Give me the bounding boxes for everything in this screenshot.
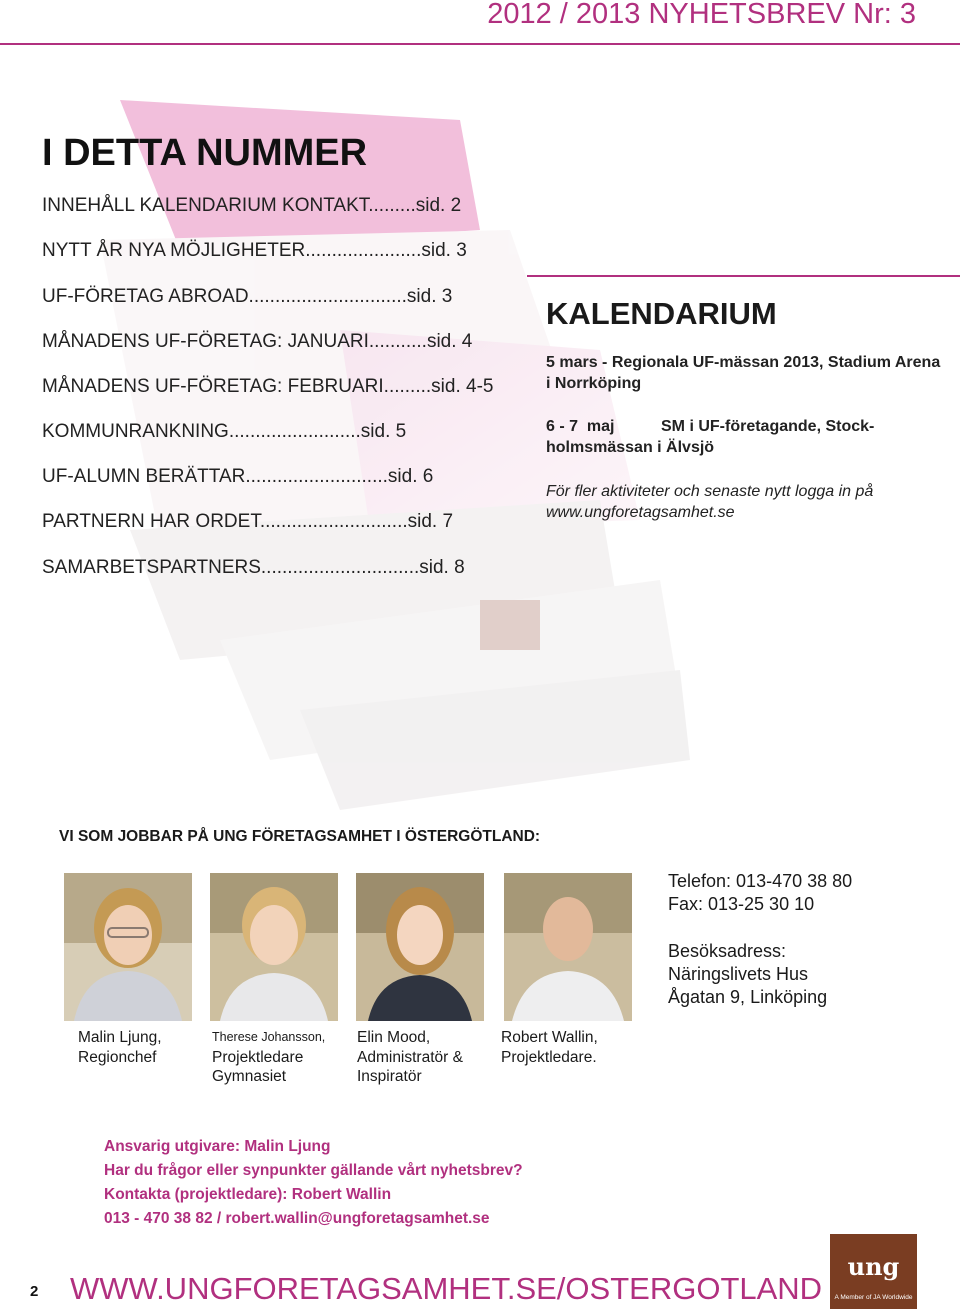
toc-item: KOMMUNRANKNING.........................sid. 5	[42, 421, 407, 442]
kalendarium-divider	[527, 275, 960, 277]
event-title: SM i UF-företagande, Stock-	[661, 418, 875, 435]
event-date: 6 - 7 maj	[546, 418, 615, 435]
ung-foretagsamhet-logo	[830, 1234, 917, 1309]
kalendarium-more: För fler aktiviteter och senaste nytt logga in på www.ungforetagsamhet.se	[546, 483, 874, 521]
staff-role: Projektledare.	[501, 1048, 597, 1066]
toc-item: NYTT ÅR NYA MÖJLIGHETER......................sid. 3	[42, 240, 467, 261]
staff-name: Malin Ljung,	[78, 1029, 162, 1046]
kalendarium-event: 5 mars - Regionala UF-mässan 2013, Stadium Arena i Norrköping	[546, 354, 941, 392]
toc-item: UF-FÖRETAG ABROAD..............................sid. 3	[42, 286, 453, 307]
page-number: 2	[30, 1283, 39, 1300]
publisher-line: Har du frågor eller synpunkter gällande vårt nyhetsbrev?	[104, 1162, 523, 1179]
toc-item: INNEHÅLL KALENDARIUM KONTAKT.........sid. 2	[42, 195, 462, 216]
newsletter-title: 2012 / 2013 NYHETSBREV Nr: 3	[487, 0, 916, 30]
publisher-line: Kontakta (projektledare): Robert Wallin	[104, 1186, 392, 1203]
contact-visit-line: Näringslivets Hus	[668, 964, 809, 984]
staff-role: Projektledare	[212, 1048, 304, 1066]
kalendarium-heading: KALENDARIUM	[546, 296, 777, 331]
toc-heading: I DETTA NUMMER	[42, 132, 368, 174]
staff-role: Inspiratör	[357, 1068, 422, 1085]
staff-name: Therese Johansson,	[212, 1030, 326, 1044]
staff-photo	[64, 873, 192, 1021]
staff-photo	[504, 873, 632, 1021]
staff-photo	[356, 873, 484, 1021]
staff-caption	[501, 1028, 598, 1067]
contact-visit-line: Ågatan 9, Linköping	[668, 987, 828, 1007]
staff-photo	[210, 873, 338, 1021]
toc-item: UF-ALUMN BERÄTTAR...........................sid. 6	[42, 466, 434, 487]
toc-item: PARTNERN HAR ORDET............................sid. 7	[42, 511, 454, 532]
logo-subtext: A Member of JA Worldwide	[834, 1294, 913, 1301]
staff-name: Robert Wallin,	[501, 1029, 598, 1046]
header-divider	[0, 43, 960, 45]
kalendarium-event-cont: holmsmässan i Älvsjö	[546, 439, 715, 456]
toc-item: MÅNADENS UF-FÖRETAG: JANUARI...........sid. 4	[42, 331, 473, 352]
staff-caption	[357, 1028, 463, 1087]
publisher-line: Ansvarig utgivare: Malin Ljung	[104, 1138, 331, 1155]
staff-role: Administratör &	[357, 1048, 463, 1066]
footer-url[interactable]: WWW.UNGFORETAGSAMHET.SE/OSTERGOTLAND	[70, 1271, 823, 1306]
contact-visit-label: Besöksadress:	[668, 941, 787, 961]
staff-name: Elin Mood,	[357, 1029, 431, 1046]
logo-text: ung	[847, 1252, 900, 1281]
staff-role: Regionchef	[78, 1048, 157, 1066]
staff-heading: VI SOM JOBBAR PÅ UNG FÖRETAGSAMHET I ÖSTERGÖTLAND:	[59, 828, 541, 845]
publisher-contact: 013 - 470 38 82 / robert.wallin@ungforetagsamhet.se	[104, 1210, 490, 1227]
kalendarium-event	[546, 416, 941, 437]
staff-caption	[212, 1028, 325, 1087]
contact-fax: Fax: 013-25 30 10	[668, 894, 815, 914]
staff-caption	[78, 1028, 162, 1067]
contact-phone: Telefon: 013-470 38 80	[668, 871, 853, 891]
toc-item: MÅNADENS UF-FÖRETAG: FEBRUARI.........sid. 4-5	[42, 376, 494, 397]
staff-role: Gymnasiet	[212, 1068, 287, 1085]
toc-item: SAMARBETSPARTNERS..............................sid. 8	[42, 557, 465, 578]
